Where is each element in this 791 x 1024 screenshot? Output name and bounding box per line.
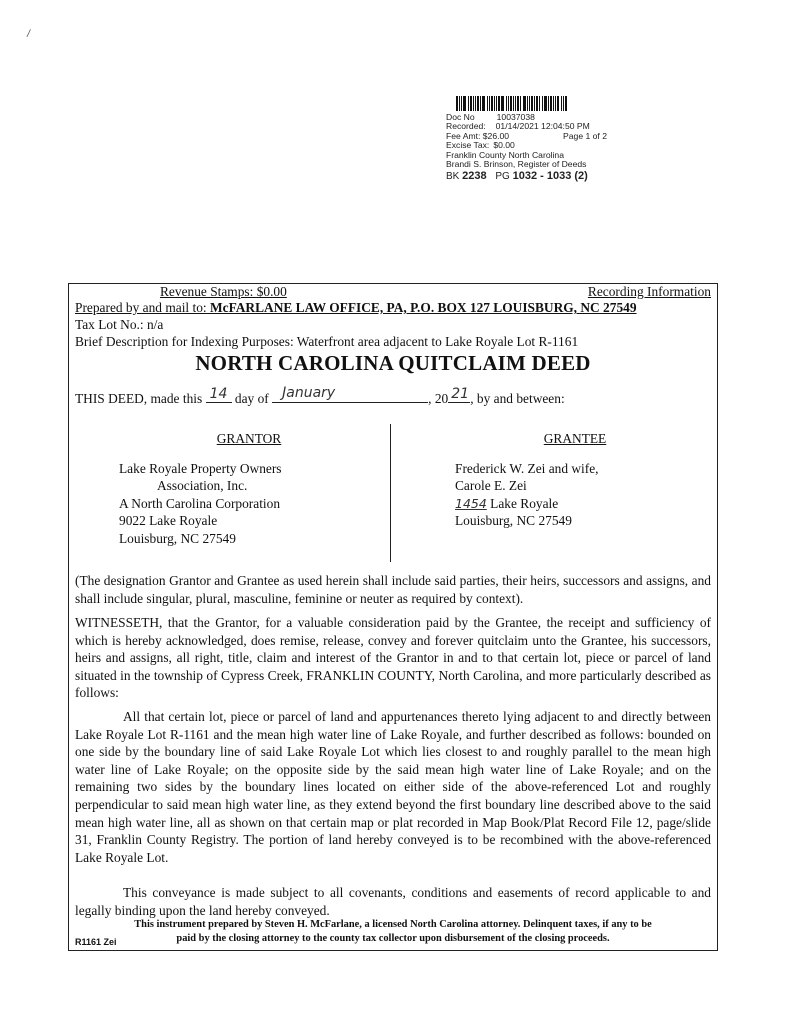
designation-paragraph: (The designation Grantor and Grantee as used herein shall include said parties, their heirs, successors and assigns, and shall include singular, plural, masculine, feminine or neuter as required by context).	[75, 573, 711, 606]
grantor-line: A North Carolina Corporation	[119, 495, 281, 511]
grantee-address-line	[455, 495, 695, 513]
preparer-note-line1: This instrument prepared by Steven H. McFarlane, a licensed North Carolina attorney. Delinquent taxes, if any to be	[134, 919, 652, 930]
book-page-line	[446, 170, 621, 183]
barcode-bar	[565, 96, 567, 111]
page-info: Page 1 of 2	[563, 130, 607, 141]
barcode-bar	[510, 96, 512, 111]
barcode-bar	[473, 96, 474, 111]
doc-no-label: Doc No	[446, 112, 475, 122]
preparer-note	[69, 918, 717, 946]
barcode-bar	[513, 96, 514, 111]
register-line: Brandi S. Brinson, Register of Deeds	[446, 159, 587, 170]
witnesseth-paragraph: WITNESSETH, that the Grantor, for a valuable consideration paid by the Grantee, the receipt and sufficiency of which is hereby acknowledged, does remise, release, convey and forever quitclaim unto the Grantee, his successors, heirs and assigns, all right, title, claim and interest of the Grantor in and to that certain lot, piece or parcel of land situated in the township of Cypress Creek, FRANKLIN COUNTY, North Carolina, and more particularly described as follows:	[75, 615, 711, 701]
month-field[interactable]	[272, 385, 428, 403]
barcode-bar	[520, 96, 521, 111]
barcode-bar	[536, 96, 538, 111]
prepared-by-row	[75, 300, 711, 316]
barcode-bar	[468, 96, 469, 111]
month-handwritten: January	[282, 385, 336, 401]
recording-stamp	[446, 96, 621, 183]
address-number-handwritten: 1454	[455, 495, 487, 511]
grantor-line: Louisburg, NC 27549	[119, 530, 236, 546]
deed-date-line	[75, 385, 711, 407]
tax-lot: Tax Lot No.: n/a	[75, 317, 164, 332]
barcode-bar	[501, 96, 504, 111]
recording-information: Recording Information	[587, 284, 711, 299]
barcode-bar	[555, 96, 556, 111]
excise-label: Excise Tax:	[446, 140, 490, 151]
bk-value: 2238	[462, 170, 487, 183]
grantee-line: Carole E. Zei	[455, 478, 527, 493]
description-paragraph: All that certain lot, piece or parcel of land and appurtenances thereto lying adjacent to and directly between Lake Royale Lot R-1161 and the mean high water line of Lake Royale, and further described as follows: bounded on one side by the boundary line of said Lake Royale Lot which lies closest to and roughly parallel to the mean high water line of Lake Royale; on the opposite side by the said mean high water line of Lake Royale; and on the remaining two sides by the boundary lines located on either side of the above-referenced Lot and roughly perpendicular to said mean high water line, as they extend beyond the first boundary line described above to the said mean high water line, all as shown on that certain map or plat recorded in Map Book/Plat Record File 12, page/slide 31, Franklin County Registry. The portion of land hereby conveyed is to be recombined with the above-referenced Lake Royale Lot.	[75, 709, 711, 865]
prepared-label: Prepared by and mail to:	[75, 300, 207, 315]
barcode-bar	[482, 96, 485, 111]
year-prefix: , 20	[428, 391, 449, 406]
barcode-bar	[498, 96, 500, 111]
year-handwritten: 21	[451, 386, 470, 402]
barcode-bar	[456, 96, 458, 111]
barcode-bar	[489, 96, 490, 111]
barcode-bar	[542, 96, 543, 111]
deed-title: NORTH CAROLINA QUITCLAIM DEED	[195, 351, 591, 375]
barcode-bar	[550, 96, 552, 111]
party-divider	[390, 424, 391, 562]
barcode-bar	[487, 96, 488, 111]
parties-section	[69, 424, 717, 569]
county-line: Franklin County North Carolina	[446, 149, 564, 160]
barcode-bar	[523, 96, 526, 111]
barcode-bar	[496, 96, 497, 111]
pg-value: 1032 - 1033 (2)	[512, 170, 588, 183]
grantor-line: Association, Inc.	[157, 478, 248, 493]
barcode-bar	[480, 96, 481, 111]
barcode-bar	[459, 96, 460, 111]
file-reference: R1161 Zei	[75, 937, 117, 947]
preparer-note-line2: paid by the closing attorney to the county tax collector upon disbursement of the closing proceeds.	[176, 933, 610, 944]
grantee-line: Lake Royale	[490, 495, 559, 511]
barcode-bar	[531, 96, 533, 111]
grantee-heading: GRANTEE	[543, 431, 607, 446]
day-of-label: day of	[234, 391, 269, 406]
barcode-bar	[534, 96, 535, 111]
grantor-line: Lake Royale Property Owners	[119, 460, 282, 476]
barcode-bar	[494, 96, 495, 111]
pg-label: PG	[495, 171, 510, 183]
barcode-bar	[529, 96, 530, 111]
barcode-bar	[557, 96, 559, 111]
revenue-row	[75, 284, 711, 300]
barcode-bar	[506, 96, 507, 111]
barcode-bar	[539, 96, 540, 111]
bk-label: BK	[446, 171, 460, 183]
grantee-block	[455, 430, 695, 530]
brief-description: Brief Description for Indexing Purposes: Waterfront area adjacent to Lake Royale Lot R-1161	[75, 334, 579, 349]
grantee-line: Louisburg, NC 27549	[455, 513, 572, 528]
barcode-bar	[527, 96, 528, 111]
grantor-heading: GRANTOR	[216, 431, 282, 446]
barcode-bar	[561, 96, 562, 111]
recorded-value: 01/14/2021 12:04:50 PM	[495, 121, 590, 132]
grantor-line: 9022 Lake Royale	[119, 513, 218, 528]
doc-no-value: 10037038	[496, 112, 535, 122]
subject-paragraph: This conveyance is made subject to all covenants, conditions and easements of record applicable to and legally binding upon the land hereby conveyed.	[75, 885, 711, 918]
barcode-bar	[563, 96, 564, 111]
barcode-bar	[463, 96, 466, 111]
prepared-value: McFARLANE LAW OFFICE, PA, P.O. BOX 127 LOUISBURG, NC 27549	[210, 300, 637, 315]
barcode-bar	[461, 96, 462, 111]
fee-value: $26.00	[482, 130, 510, 141]
year-field[interactable]	[448, 388, 470, 403]
grantee-line: Frederick W. Zei and wife,	[455, 460, 599, 476]
barcode-bar	[491, 96, 493, 111]
barcode-bar	[548, 96, 549, 111]
barcode-bar	[508, 96, 509, 111]
barcode-bar	[470, 96, 472, 111]
excise-value: $0.00	[493, 140, 515, 151]
fee-label: Fee Amt:	[446, 130, 481, 141]
deed-box	[68, 283, 718, 951]
recorded-label: Recorded:	[446, 121, 486, 132]
barcode-bar	[544, 96, 547, 111]
margin-mark: /	[25, 27, 32, 41]
made-prefix: THIS DEED, made this	[75, 391, 203, 406]
barcode	[456, 96, 621, 111]
revenue-stamps: Revenue Stamps: $0.00	[160, 284, 287, 299]
barcode-bar	[515, 96, 516, 111]
barcode-bar	[475, 96, 476, 111]
grantor-block	[119, 430, 379, 547]
made-suffix: , by and between:	[470, 391, 565, 406]
barcode-bar	[477, 96, 479, 111]
day-field[interactable]	[206, 388, 232, 403]
barcode-bar	[553, 96, 554, 111]
barcode-bar	[517, 96, 519, 111]
day-handwritten: 14	[209, 386, 228, 402]
